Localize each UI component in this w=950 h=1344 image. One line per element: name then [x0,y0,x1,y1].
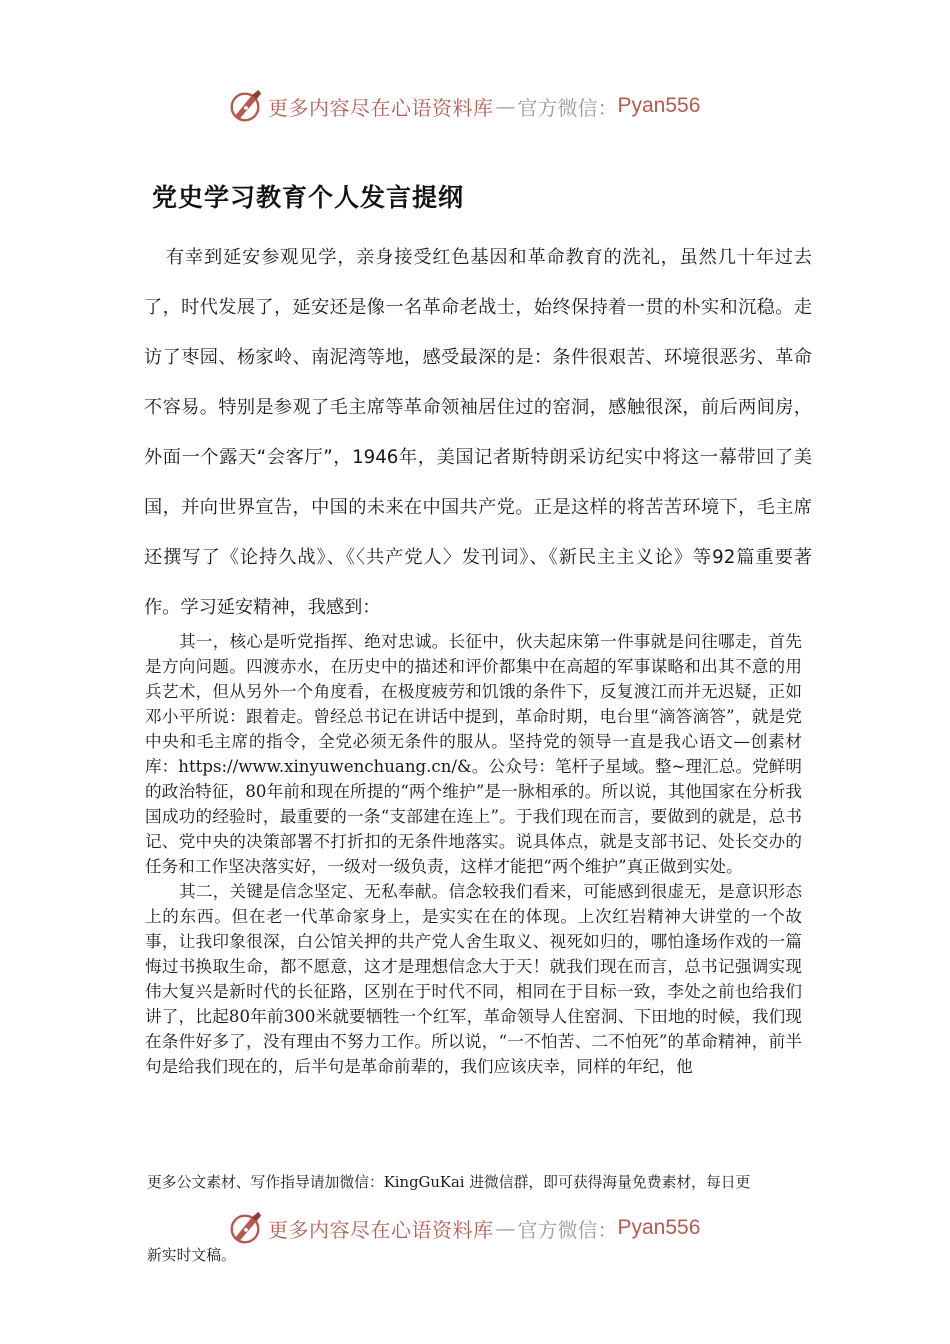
footer-banner [226,1208,746,1248]
banner-separator: — [495,1216,516,1240]
wechat-id: Pyan556 [617,94,701,117]
banner-separator: — [495,94,516,118]
pen-nib-logo-icon [226,1209,264,1247]
intro-paragraph: 有幸到延安参观见学，亲身接受红色基因和革命教育的洗礼，虽然几十年过去了，时代发展了，延安还是像一名革命老战士，始终保持着一贯的朴实和沉稳。走访了枣园、杨家岭、南泥湾等地，感受最深的是：条件很艰苦、环境很恶劣、革命不容易。特别是参观了毛主席等革命领袖居住过的窑洞，感触很深，前后两间房，外面一个露天“会客厅”，1946年，美国记者斯特朗采访纪实中将这一幕带回了美国，并向世界宣告，中国的未来在中国共产党。正是这样的将苦苦环境下，毛主席还撰写了《论持久战》、《〈共产党人〉发刊词》、《新民主主义论》等92篇重要著作。学习延安精神，我感到： [144,247,812,618]
footer-notice: 更多公文素材、写作指导请加微信：KingGuKai 进微信群，即可获得海量免费素材，每日更 [147,1174,751,1191]
wechat-label: 官方微信： [517,1217,618,1242]
body-paragraph-1: 其一，核心是听党指挥、绝对忠诚。长征中，伙夫起床第一件事就是问往哪走，首先是方向问题。四渡赤水，在历史中的描述和评价都集中在高超的军事谋略和出其不意的用兵艺术，但从另外一个角度看，在极度疲劳和饥饿的条件下，反复渡江而并无迟疑，正如邓小平所说：跟着走。曾经总书记在讲话中提到，革命时期，电台里“滴答滴答”，就是党中央和毛主席的指令，全党必须无条件的服从。坚持党的领导一直是我心语文—创素材库：https://www.xinyuwenchuang.cn/&。公众号：笔杆子星域。整~理汇总。党鲜明的政治特征，80年前和现在所提的“两个维护”是一脉相承的。所以说，其他国家在分析我国成功的经验时，最重要的一条“支部建在连上”。于我们现在而言，要做到的就是，总书记、党中央的决策部署不打折扣的无条件地落实。说具体点，就是支部书记、处长交办的任务和工作坚决落实好，一级对一级负责，这样才能把“两个维护”真正做到实处。 [145,632,802,876]
document-title: 党史学习教育个人发言提纲 [152,183,465,212]
wechat-label: 官方微信： [517,95,618,120]
brand-text: 更多内容尽在心语资料库 [268,1217,494,1242]
document-body [145,629,802,1079]
brand-text: 更多内容尽在心语资料库 [268,95,494,120]
wechat-id: Pyan556 [617,1216,701,1239]
pen-nib-logo-icon [226,87,264,125]
footer-notice-continued: 新实时文稿。 [147,1247,236,1264]
body-paragraph-2: 其二，关键是信念坚定、无私奉献。信念较我们看来，可能感到很虚无，是意识形态上的东西。但在老一代革命家身上，是实实在在的体现。上次红岩精神大讲堂的一个故事，让我印象很深，白公馆关押的共产党人舍生取义、视死如归的，哪怕逢场作戏的一篇悔过书换取生命，都不愿意，这才是理想信念大于天！就我们现在而言，总书记强调实现伟大复兴是新时代的长征路，区别在于时代不同，相同在于目标一致，李处之前也给我们讲了，比起80年前300米就要牺牲一个红军，革命领导人住窑洞、下田地的时候，我们现在条件好多了，没有理由不努力工作。所以说，“一不怕苦、二不怕死”的革命精神，前半句是给我们现在的，后半句是革命前辈的，我们应该庆幸，同样的年纪，他 [145,882,802,1076]
header-banner [226,86,746,126]
